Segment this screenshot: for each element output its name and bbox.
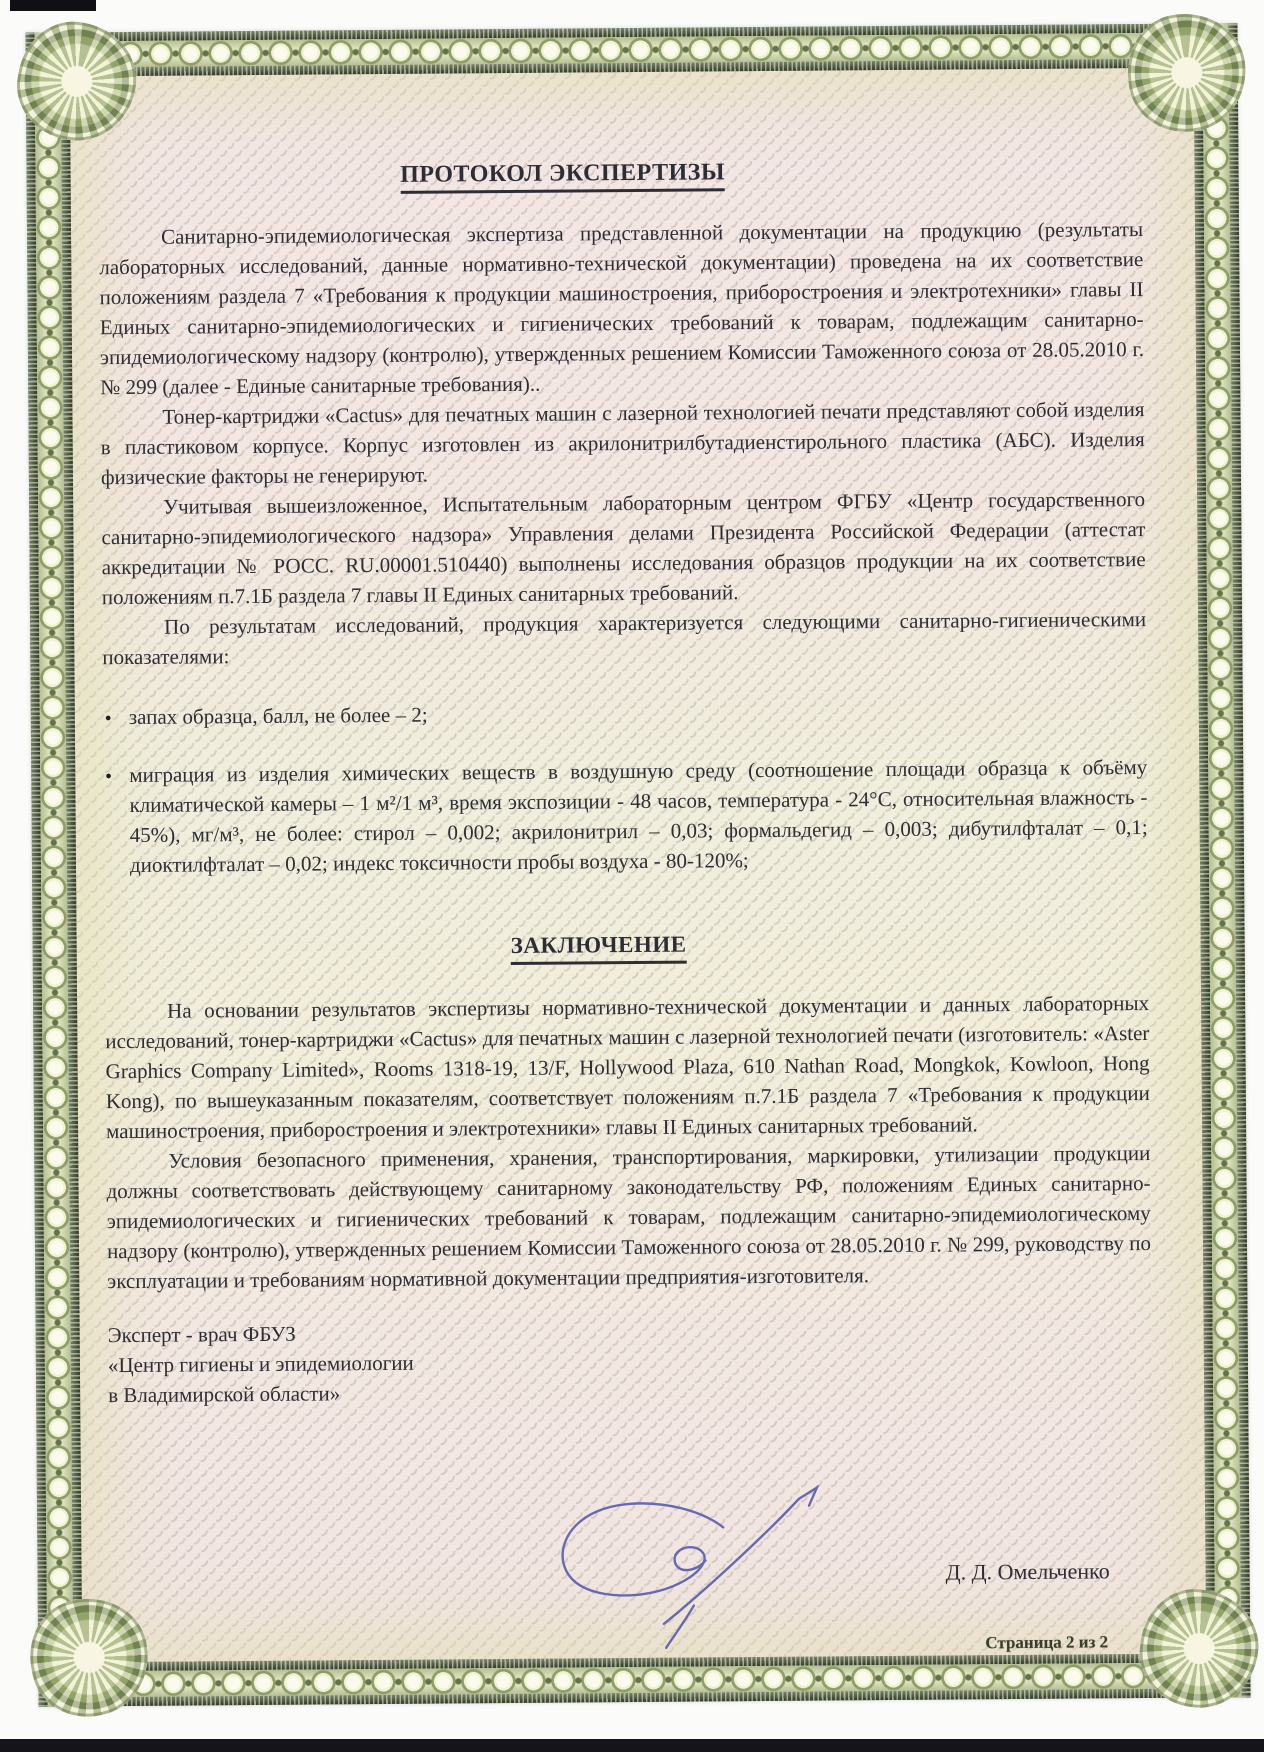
expert-name: Д. Д. Омельченко (945, 1558, 1110, 1585)
paragraph-conclusion-1: На основании результатов экспертизы нормативно-технической документации и данных лабораторных исследований, тонер-картриджи «Cactus» для печатных машин с лазерной технологией печати (изготовитель: «Aster Graphics Company Limited», Rooms 1318-19, 13/F, Hollywood Plaza, 610 Nathan Road, Mongkok, Kowloon, Hong Kong), по вышеуказанным показателям, соответствует положениям п.7.1Б раздела 7 «Требования к продукции машиностроения, приборостроения и электротехники» главы II Единых санитарных требований. (105, 990, 1150, 1144)
scan-artifact-bottom (0, 1739, 1264, 1752)
paragraph-intro-3: Учитывая вышеизложенное, Испытательным лабораторным центром ФГБУ «Центр государственного санитарно-эпидемиологического надзора» Управления делами Президента Российской Федерации (аттестат аккредитации № РОСС. RU.00001.510440) выполнены исследования образцов продукции на их соответствие положениям п.7.1Б раздела 7 главы II Единых санитарных требований. (101, 487, 1146, 610)
indicator-item-odor: ● запах образца, балл, не более – 2; (129, 694, 1147, 732)
conclusion-title (105, 926, 1149, 968)
document-title (98, 154, 1142, 196)
signature-block (108, 1312, 1153, 1410)
paragraph-intro-2: Тонер-картриджи «Cactus» для печатных машин с лазерной технологией печати представляют собой изделия в пластиковом корпусе. Корпус изготовлен из акрилонитрилбутадиенстирольного пластика (АБС). Изделия физические факторы не генерируют. (100, 397, 1145, 490)
expert-role-line-1: Эксперт - врач ФБУЗ (107, 1321, 296, 1348)
expert-role-line-3: в Владимирской области» (108, 1381, 341, 1408)
paragraph-intro-4: По результатам исследований, продукция характеризуется следующими санитарно-гигиеническими показателями: (102, 607, 1147, 670)
page-number-label: Страница 2 из 2 (985, 1632, 1109, 1653)
document-title-text: ПРОТОКОЛ ЭКСПЕРТИЗЫ (400, 157, 725, 194)
conclusion-title-text: ЗАКЛЮЧЕНИЕ (511, 930, 687, 965)
indicator-item-migration: ● миграция из изделия химических веществ в воздушную среду (соотношение площади образца к объёму климатической камеры – 1 м²/1 м³, время экспозиции - 48 часов, температура - 24°С, относительная влажность - 45%), мг/м³, не более: стирол – 0,002; акрилонитрил – 0,03; формальдегид – 0,003; дибутилфталат – 0,1; диоктилфталат – 0,02; индекс токсичности пробы воздуха - 80-120%; (129, 752, 1148, 880)
handwritten-signature (515, 1464, 847, 1667)
paragraph-conclusion-2: Условия безопасного применения, хранения, транспортирования, маркировки, утилизации продукции должны соответствовать действующему санитарному законодательству РФ, положениям Единых санитарно-эпидемиологических и гигиенических требований к товарам, подлежащим санитарно-эпидемиологическому надзору (контролю), утвержденных решением Комиссии Таможенного союза от 28.05.2010 г. № 299, руководству по эксплуатации и требованиям нормативной документации предприятия-изготовителя. (106, 1140, 1152, 1294)
indicator-list (103, 694, 1148, 880)
scan-artifact-top (10, 0, 96, 11)
expert-role-line-2: «Центр гигиены и эпидемиологии (107, 1350, 414, 1378)
paragraph-intro-1: Санитарно-эпидемиологическая экспертиза представленной документации на продукцию (результаты лабораторных исследований, данные нормативно-технической документации) проведена на их соответствие положениям раздела 7 «Требования к продукции машиностроения, приборостроения и электротехники» главы II Единых санитарно-эпидемиологических и гигиенических требований к товарам, подлежащим санитарно-эпидемиологическому надзору (контролю), утвержденных решением Комиссии Таможенного союза от 28.05.2010 г. № 299 (далее - Единые санитарные требования).. (99, 217, 1145, 400)
document-body (70, 68, 1206, 1663)
certificate-page (25, 23, 1250, 1706)
